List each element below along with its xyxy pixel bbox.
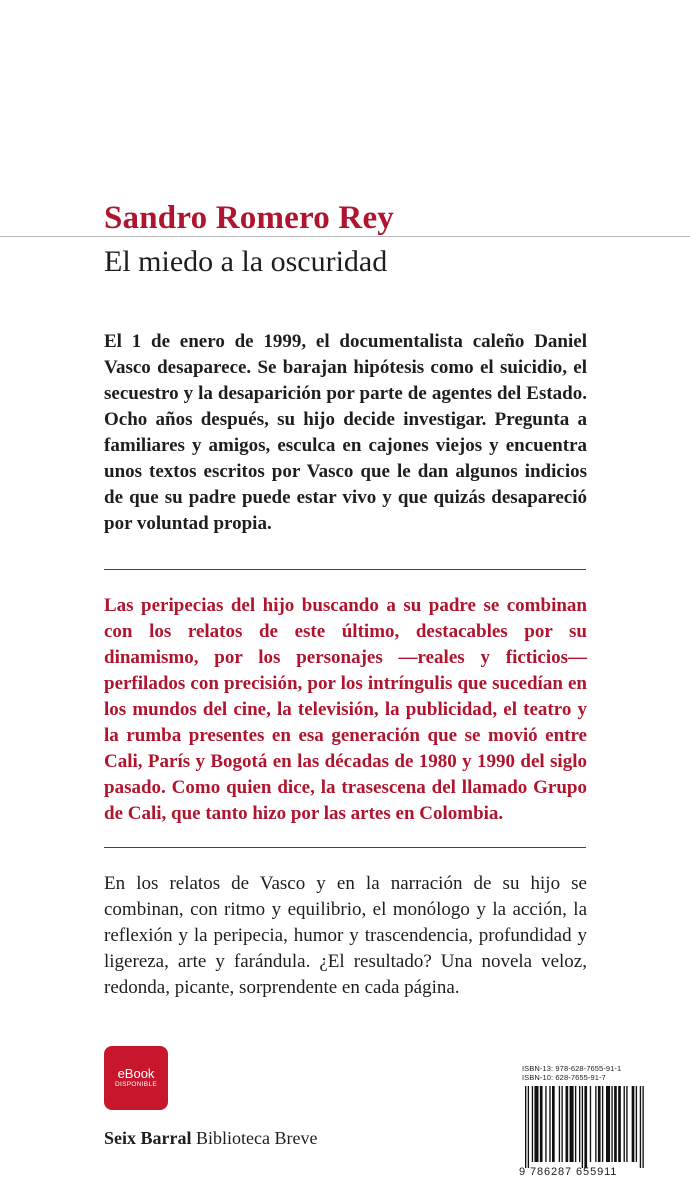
barcode-bar: [540, 1086, 543, 1162]
barcode-bar: [528, 1086, 529, 1168]
synopsis-paragraph-1: El 1 de enero de 1999, el documentalista caleño Daniel Vasco desaparece. Se barajan hipótesis como el suicidio, el secuestro y la desaparición por parte de agentes del Estado. Ocho años después, su hijo decide investigar. Pregunta a familiares y amigos, esculca en cajones viejos y encuentra unos textos escritos por Vasco que le dan algunos indicios de que su padre puede estar vivo y que quizás desapareció por voluntad propia.: [104, 331, 587, 534]
barcode-bar: [566, 1086, 569, 1162]
barcode-bar: [598, 1086, 601, 1162]
section-divider-1: [104, 569, 586, 570]
barcode-bar: [611, 1086, 612, 1162]
barcode-bar: [552, 1086, 555, 1162]
barcode-bar: [561, 1086, 562, 1162]
barcode-bar: [590, 1086, 591, 1162]
isbn-13: ISBN-13: 978-628-7655-91-1: [522, 1064, 622, 1073]
synopsis-paragraph-3: En los relatos de Vasco y en la narración de su hijo se combinan, con ritmo y equilibrio, el monólogo y la acción, la reflexión y la peripecia, humor y trascendencia, profundidad y ligereza, arte y farándula. ¿El resultado? Una novela veloz, redonda, picante, sorprendente en cada página.: [104, 873, 587, 998]
section-divider-2: [104, 847, 586, 848]
barcode-bar: [636, 1086, 637, 1162]
barcode-bars: [519, 1086, 689, 1168]
synopsis-paragraph-2: Las peripecias del hijo buscando a su padre se combinan con los relatos de este último, destacables por su dinamismo, por los personajes —reales y ficticios— perfilados con precisión, por los intríngulis que sucedían en los mundos del cine, la televisión, la publicidad, el teatro y la rumba presentes en esa generación que se movió entre Cali, París y Bogotá en las décadas de 1980 y 1990 del siglo pasado. Como quien dice, la trasescena del llamado Grupo de Cali, que tanto hizo por las artes en Colombia.: [104, 595, 587, 824]
barcode-bar: [525, 1086, 526, 1168]
barcode-digits: 9 786287 655911: [519, 1166, 618, 1178]
publisher-name: Seix Barral: [104, 1128, 192, 1148]
publisher-imprint: [104, 1128, 317, 1149]
barcode-bar: [575, 1086, 576, 1162]
barcode-bar: [618, 1086, 621, 1162]
author-name: Sandro Romero Rey: [104, 200, 395, 236]
barcode-bar: [559, 1086, 560, 1162]
barcode-bar: [532, 1086, 533, 1162]
barcode-bar: [534, 1086, 538, 1162]
barcode-bar: [632, 1086, 635, 1162]
barcode-bar: [570, 1086, 574, 1162]
barcode-bar: [595, 1086, 596, 1162]
barcode-bar: [640, 1086, 641, 1168]
barcode-bar: [602, 1086, 603, 1162]
barcode-bar: [579, 1086, 580, 1162]
barcode-bar: [606, 1086, 610, 1162]
collection-name: Biblioteca Breve: [196, 1128, 318, 1148]
ebook-badge: [104, 1046, 168, 1110]
barcode-bar: [549, 1086, 550, 1162]
isbn-10: ISBN-10: 628-7655-91-7: [522, 1073, 606, 1082]
barcode-bar: [545, 1086, 546, 1162]
barcode-bar: [614, 1086, 617, 1162]
barcode-bar: [582, 1086, 583, 1168]
barcode-bar: [624, 1086, 625, 1162]
barcode-bar: [626, 1086, 627, 1162]
book-title: El miedo a la oscuridad: [104, 245, 388, 278]
barcode-block: [519, 1060, 689, 1180]
barcode-bar: [584, 1086, 587, 1168]
barcode-bar: [642, 1086, 643, 1168]
isbn-lines: [522, 1064, 621, 1082]
ebook-badge-sublabel: DISPONIBLE: [114, 1081, 157, 1088]
ebook-badge-label: eBook: [117, 1066, 155, 1081]
